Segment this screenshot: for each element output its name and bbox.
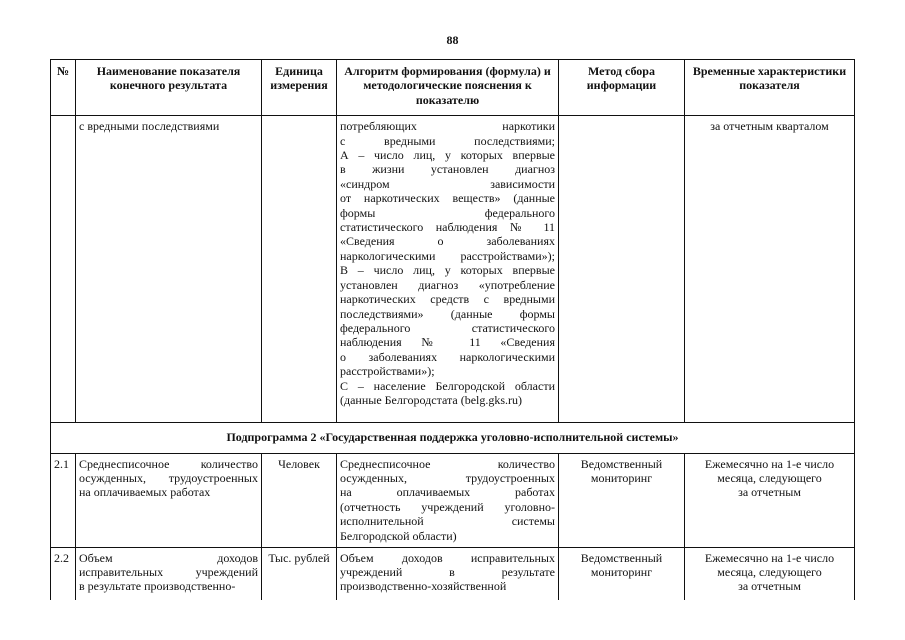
text-line: от наркотических веществ» (данные: [340, 191, 555, 206]
text-line: расстройствами»);: [340, 364, 435, 379]
text-line: В – число лиц, у которых впервые: [340, 263, 555, 278]
text-line: за отчетным: [738, 485, 801, 500]
header-unit: Единица измерения: [262, 60, 337, 116]
cell-unit: Тыс. рублей: [262, 547, 337, 600]
text-line: (данные Белгородстата (belg.gks.ru): [340, 392, 523, 407]
cell-unit: Человек: [262, 453, 337, 547]
header-time: Временные характеристики показателя: [685, 60, 855, 116]
cell-method: [559, 453, 685, 547]
text-line: потребляющих наркотики: [340, 119, 555, 134]
text-line: Ежемесячно на 1-е число: [704, 550, 835, 565]
text-line: на оплачиваемых работах: [79, 485, 211, 500]
table-row-continuation: [51, 116, 855, 423]
text-line: (отчетность учреждений уголовно-: [340, 499, 555, 514]
text-line: федерального статистического: [340, 320, 555, 335]
text-line: «Сведения о заболеваниях: [340, 234, 555, 249]
text-line: «синдром зависимости: [340, 176, 555, 191]
text-line: месяца, следующего: [717, 565, 822, 580]
cell-method: [559, 547, 685, 600]
text-line: Объем доходов: [79, 550, 258, 565]
table-row: [51, 547, 855, 600]
indicator-table: [50, 59, 855, 600]
text-line: формы федерального: [340, 205, 555, 220]
text-line: С – население Белгородской области: [340, 378, 555, 393]
header-algorithm: Алгоритм формирования (формула) и методологические пояснения к показателю: [337, 60, 559, 116]
cell-algorithm: [337, 116, 559, 423]
cell-name: с вредными последствиями: [76, 116, 262, 423]
text-line: в жизни установлен диагноз: [340, 162, 555, 177]
cell-num: 2.1: [51, 453, 76, 547]
text-line: в результате производственно-: [79, 579, 236, 594]
table-header-row: [51, 60, 855, 116]
header-name: Наименование показателя конечного результата: [76, 60, 262, 116]
text-line: производственно-хозяйственной: [340, 579, 507, 594]
text-line: исполнительной системы: [340, 514, 555, 529]
cell-time: [685, 453, 855, 547]
cell-time: за отчетным кварталом: [685, 116, 855, 423]
text-line: статистического наблюдения № 11: [340, 220, 555, 235]
text-line: о заболеваниях наркологическими: [340, 349, 555, 364]
text-line: с вредными последствиями;: [340, 133, 555, 148]
text-line: мониторинг: [590, 471, 653, 486]
text-line: Среднесписочное количество: [340, 456, 555, 471]
cell-algorithm: [337, 453, 559, 547]
text-line: последствиями» (данные формы: [340, 306, 555, 321]
text-line: Среднесписочное количество: [79, 456, 258, 471]
header-num: №: [51, 60, 76, 116]
text-line: учреждений в результате: [340, 565, 555, 580]
cell-name: [76, 453, 262, 547]
text-line: Белгородской области): [340, 528, 457, 543]
text-line: наблюдения № 11 «Сведения: [340, 335, 555, 350]
text-line: осужденных, трудоустроенных: [79, 471, 258, 486]
text-line: осужденных, трудоустроенных: [340, 471, 555, 486]
cell-unit: [262, 116, 337, 423]
text-line: Ведомственный: [580, 456, 663, 471]
cell-method: [559, 116, 685, 423]
text-line: за отчетным: [738, 579, 801, 594]
cell-time: [685, 547, 855, 600]
text-line: мониторинг: [590, 565, 653, 580]
cell-num: 2.2: [51, 547, 76, 600]
text-line: исправительных учреждений: [79, 565, 258, 580]
header-method: Метод сбора информации: [559, 60, 685, 116]
text-line: Ведомственный: [580, 550, 663, 565]
text-line: установлен диагноз «употребление: [340, 277, 555, 292]
cell-name: [76, 547, 262, 600]
table-row: [51, 453, 855, 547]
text-line: Ежемесячно на 1-е число: [704, 456, 835, 471]
cell-algorithm: [337, 547, 559, 600]
page-number: 88: [446, 33, 459, 47]
text-line: месяца, следующего: [717, 471, 822, 486]
text-line: Объем доходов исправительных: [340, 550, 555, 565]
text-line: наркотических средств с вредными: [340, 292, 555, 307]
text-line: наркологическими расстройствами»);: [340, 248, 555, 263]
section-title: Подпрограмма 2 «Государственная поддержка уголовно-исполнительной системы»: [51, 423, 855, 453]
text-line: на оплачиваемых работах: [340, 485, 555, 500]
text-line: А – число лиц, у которых впервые: [340, 148, 555, 163]
cell-num: [51, 116, 76, 423]
section-row: [51, 423, 855, 453]
